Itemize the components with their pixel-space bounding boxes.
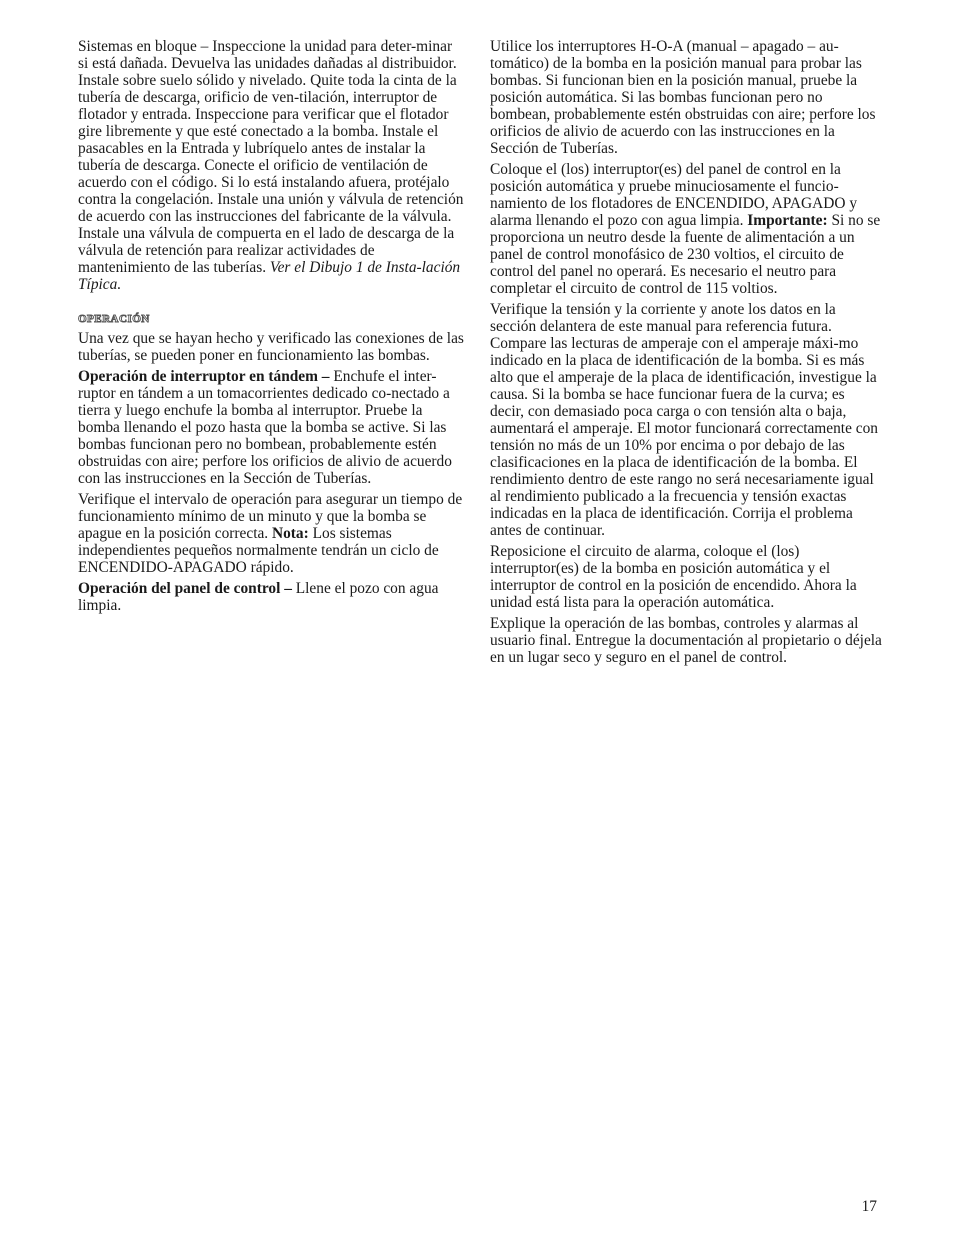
left-column [78, 38, 466, 618]
section-heading-operation: operación [78, 309, 150, 326]
right-column [490, 38, 882, 670]
paragraph-voltage-current: Verifique la tensión y la corriente y anote los datos en la sección delantera de este manual para referencia futura. Compare las lecturas de amperaje con el amperaje máxi-mo indicado en la placa de identificación de la bomba. Si es más alto que el amperaje de la placa de identificación, investigue la causa. Si la bomba se hace funcionar fuera de la curva; es decir, con demasiado poca carga o con tensión alta o baja, aumentará el amperaje. El motor funcionará correctamente con tensión no más de un 10% por encima o por debajo de las clasificaciones en la placa de identificación de la bomba. El rendimiento dentro de este rango no será necesariamente igual al rendimiento publicado a la frecuencia y tensión exactas indicadas en la placa de identificación. Corrija el problema antes de continuar. [490, 301, 878, 539]
paragraph-hoa-switches: Utilice los interruptores H-O-A (manual – apagado – au-tomático) de la bomba en la posición manual para probar las bombas. Si funcionan bien en la posición manual, pruebe la posición automática. Si las bombas funcionan pero no bombean, probablemente estén obstruidas con aire; perfore los orificios de alivio de acuerdo con las instrucciones en la Sección de Tuberías. [490, 38, 876, 157]
control-panel-title: Operación del panel de control – [78, 580, 292, 597]
paragraph-operation-intro: Una vez que se hayan hecho y verificado las conexiones de las tuberías, se pueden poner en funcionamiento las bombas. [78, 330, 464, 364]
paragraph-operating-interval: Verifique el intervalo de operación para asegurar un tiempo de funcionamiento mínimo de un minuto y que la bomba se apague en la posición correcta. Nota: Los sistemas independientes pequeños normalmente tendrán un ciclo de ENCENDIDO-APAGADO rápido. [78, 491, 463, 576]
page-number: 17 [861, 1198, 877, 1215]
tandem-switch-title: Operación de interruptor en tándem – [78, 368, 330, 385]
paragraph-control-panel: Operación del panel de control – Llene el pozo con agua limpia. [78, 580, 439, 614]
important-label: Importante: [747, 212, 828, 229]
drawing-reference: Ver el Dibujo 1 de Insta-lación Típica. [78, 259, 461, 293]
paragraph-automatic-position: Coloque el (los) interruptor(es) del panel de control en la posición automática y pruebe minuciosamente el funcio-namiento de los flotadores de ENCENDIDO, APAGADO y alarma llenando el pozo con agua limpia. Importante: Si no se proporciona un neutro desde la fuente de alimentación a un panel de control monofásico de 230 voltios, el circuito de control del panel no operará. Es necesario el neutro para completar el circuito de control de 115 voltios. [490, 161, 881, 297]
paragraph-alarm-reset: Reposicione el circuito de alarma, coloque el (los) interruptor(es) de la bomba en posición automática y el interruptor de control en la posición de encendido. Ahora la unidad está lista para la operación automática. [490, 543, 857, 611]
paragraph-explain-operation: Explique la operación de las bombas, controles y alarmas al usuario final. Entregue la documentación al propietario o déjela en un lugar seco y seguro en el panel de control. [490, 615, 882, 666]
paragraph-tandem-switch: Operación de interruptor en tándem – Enchufe el inter-ruptor en tándem a un tomacorrientes dedicado co-nectado a tierra y luego enchufe la bomba al interruptor. Pruebe la bomba llenando el pozo hasta que la bomba se active. Si las bombas funcionan pero no bombean, probablemente estén obstruidas con aire; perfore los orificios de alivio de acuerdo con las instrucciones en la Sección de Tuberías. [78, 368, 452, 487]
note-label: Nota: [272, 525, 309, 542]
paragraph-block-systems: Sistemas en bloque – Inspeccione la unidad para deter-minar si está dañada. Devuelva las unidades dañadas al distribuidor. Instale sobre suelo sólido y nivelado. Quite toda la cinta de la tubería de descarga, orificio de ven-tilación, interruptor de flotador y entrada. Inspeccione para verificar que el flotador gire libremente y que esté conectado a la bomba. Instale el pasacables en la Entrada y lubríquelo antes de instalar la tubería de descarga. Conecte el orificio de ventilación de acuerdo con el código. Si lo está instalando afuera, protéjalo contra la congelación. Instale una unión y válvula de retención de acuerdo con las instrucciones del fabricante de la válvula. Instale una válvula de compuerta en el lado de descarga de la válvula de retención para realizar actividades de mantenimiento de las tuberías. Ver el Dibujo 1 de Insta-lación Típica. [78, 38, 464, 293]
